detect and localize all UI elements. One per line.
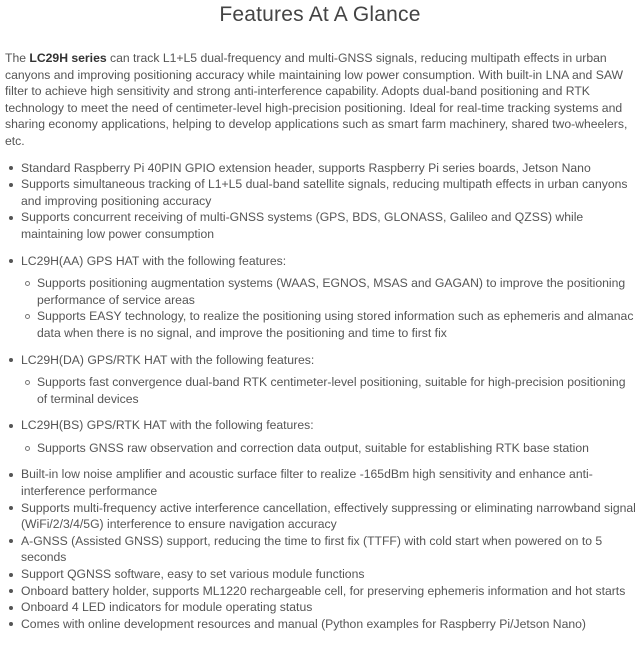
bullet-icon (9, 539, 13, 543)
bullet-icon (9, 358, 13, 362)
list-item: A-GNSS (Assisted GNSS) support, reducing the time to first fix (TTFF) with cold start when powered on to 5 seconds (0, 533, 640, 566)
list-item: Onboard battery holder, supports ML1220 rechargeable cell, for preserving ephemeris information and hot starts (0, 583, 640, 600)
variant-heading-aa: LC29H(AA) GPS HAT with the following features: Supports positioning augmentation systems (WAAS, EGNOS, MSAS and GAGAN) to improve the positioning performance of service areas Supports EASY technology, to realize the positioning using stored information such as ephemeris and almanac data when there is no signal, and improve the positioning and time to first fix (0, 253, 640, 342)
variant-aa-list (0, 253, 640, 342)
list-item: Comes with online development resources and manual (Python examples for Raspberry Pi/Jetson Nano) (0, 616, 640, 633)
intro-text: can track L1+L5 dual-frequency and multi-GNSS signals, reducing multipath effects in urban canyons and improving positioning accuracy while maintaining low power consumption. With built-in LNA and SAW filter to achieve high sensitivity and strong anti-interference capability. Adopts dual-band positioning and RTK technology to meet the need of centimeter-level high-precision positioning. Ideal for real-time tracking systems and sharing economy applications, helping to develop applications such as smart farm machinery, shared two-wheelers, etc. (5, 51, 628, 148)
bullet-icon (9, 589, 13, 593)
hollow-bullet-icon (25, 380, 30, 385)
variant-bs-features (21, 440, 636, 457)
bullet-icon (9, 216, 13, 220)
list-item: Supports concurrent receiving of multi-GNSS systems (GPS, BDS, GLONASS, Galileo and QZSS) while maintaining low power consumption (0, 209, 640, 242)
bullet-icon (9, 183, 13, 187)
list-item: Built-in low noise amplifier and acoustic surface filter to realize -165dBm high sensitivity and enhance anti-interference performance (0, 466, 640, 499)
list-item: Standard Raspberry Pi 40PIN GPIO extension header, supports Raspberry Pi series boards, Jetson Nano (0, 160, 640, 177)
variant-aa-features (21, 275, 636, 341)
bullet-icon (9, 506, 13, 510)
bullet-icon (9, 166, 13, 170)
list-item: Onboard 4 LED indicators for module operating status (0, 599, 640, 616)
list-item: Supports EASY technology, to realize the positioning using stored information such as ephemeris and almanac data when there is no signal, and improve the positioning and time to first fix (21, 308, 636, 341)
extra-features-list (0, 466, 640, 632)
intro-lead: The (5, 51, 30, 65)
variant-heading-da: LC29H(DA) GPS/RTK HAT with the following features: Supports fast convergence dual-band RTK centimeter-level positioning, suitable for high-precision positioning of terminal devices (0, 352, 640, 408)
list-item: Supports GNSS raw observation and correction data output, suitable for establishing RTK base station (21, 440, 636, 457)
list-item: Supports simultaneous tracking of L1+L5 dual-band satellite signals, reducing multipath effects in urban canyons and improving positioning accuracy (0, 176, 640, 209)
bullet-icon (9, 606, 13, 610)
variant-heading-bs: LC29H(BS) GPS/RTK HAT with the following features: Supports GNSS raw observation and correction data output, suitable for establishing RTK base station (0, 417, 640, 456)
variant-da-features (21, 374, 636, 407)
intro-paragraph (0, 50, 640, 150)
bullet-icon (9, 573, 13, 577)
list-item: Supports positioning augmentation systems (WAAS, EGNOS, MSAS and GAGAN) to improve the positioning performance of service areas (21, 275, 636, 308)
hollow-bullet-icon (25, 314, 30, 319)
bullet-icon (9, 259, 13, 263)
list-item: Support QGNSS software, easy to set various module functions (0, 566, 640, 583)
hollow-bullet-icon (25, 281, 30, 286)
bullet-icon (9, 473, 13, 477)
general-features-list (0, 160, 640, 243)
variant-da-list (0, 352, 640, 408)
bullet-icon (9, 622, 13, 626)
product-name: LC29H series (29, 51, 107, 65)
page-title: Features At A Glance (219, 3, 421, 26)
bullet-icon (9, 424, 13, 428)
list-item: Supports fast convergence dual-band RTK centimeter-level positioning, suitable for high-precision positioning of terminal devices (21, 374, 636, 407)
list-item: Supports multi-frequency active interference cancellation, effectively suppressing or eliminating narrowband signal (WiFi/2/3/4/5G) interference to ensure navigation accuracy (0, 500, 640, 533)
hollow-bullet-icon (25, 446, 30, 451)
variant-bs-list (0, 417, 640, 456)
